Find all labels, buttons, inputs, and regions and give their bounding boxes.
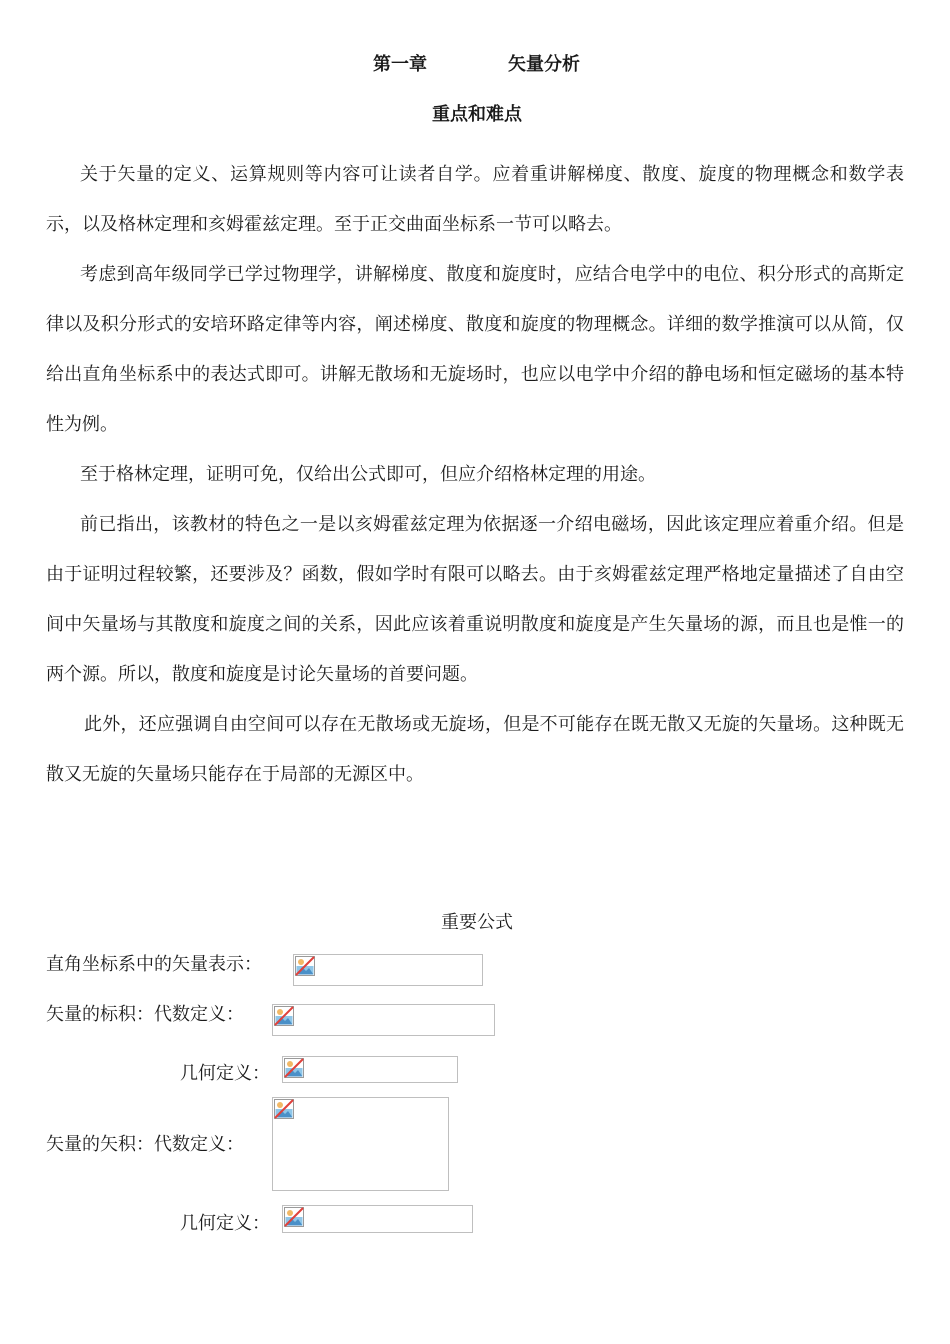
chapter-title bbox=[0, 50, 950, 76]
formula-label-scalar-product-algebraic: 矢量的标积：代数定义： bbox=[46, 1004, 244, 1025]
broken-image-icon bbox=[295, 956, 315, 976]
body-text bbox=[46, 150, 904, 800]
formula-image-scalar-product-geometric bbox=[282, 1056, 458, 1083]
broken-image-icon bbox=[284, 1058, 304, 1078]
formula-image-vector-product-algebraic bbox=[272, 1097, 449, 1191]
paragraph: 至于格林定理，证明可免，仅给出公式即可，但应介绍格林定理的用途。 bbox=[80, 464, 656, 485]
broken-image-icon bbox=[274, 1006, 294, 1026]
formula-image-scalar-product-algebraic bbox=[272, 1004, 495, 1036]
formula-heading: 重要公式 bbox=[441, 912, 513, 933]
paragraph: 此外，还应强调自由空间可以存在无散场或无旋场，但是不可能存在既无散又无旋的矢量场。这种既无散又无旋的矢量场只能存在于局部的无源区中。 bbox=[46, 714, 904, 785]
chapter-number: 第一章 bbox=[373, 54, 427, 75]
formula-image-vector-representation bbox=[293, 954, 483, 986]
formula-label-vector-representation: 直角坐标系中的矢量表示： bbox=[46, 954, 262, 975]
chapter-name: 矢量分析 bbox=[508, 54, 580, 75]
section-title: 重点和难点 bbox=[432, 104, 522, 125]
paragraph: 关于矢量的定义、运算规则等内容可让读者自学。应着重讲解梯度、散度、旋度的物理概念和数学表示，以及格林定理和亥姆霍兹定理。至于正交曲面坐标系一节可以略去。 bbox=[46, 164, 904, 235]
formula-image-vector-product-geometric bbox=[282, 1205, 473, 1233]
broken-image-icon bbox=[274, 1099, 294, 1119]
formula-label-vector-product-geometric: 几何定义： bbox=[180, 1213, 270, 1234]
paragraph: 前已指出，该教材的特色之一是以亥姆霍兹定理为依据逐一介绍电磁场，因此该定理应着重介绍。但是由于证明过程较繁，还要涉及？函数，假如学时有限可以略去。由于亥姆霍兹定理严格地定量描述了自由空间中矢量场与其散度和旋度之间的关系，因此应该着重说明散度和旋度是产生矢量场的源，而且也是惟一的两个源。所以，散度和旋度是讨论矢量场的首要问题。 bbox=[46, 514, 904, 685]
broken-image-icon bbox=[284, 1207, 304, 1227]
formula-label-scalar-product-geometric: 几何定义： bbox=[180, 1063, 270, 1084]
formula-label-vector-product-algebraic: 矢量的矢积：代数定义： bbox=[46, 1134, 244, 1155]
paragraph: 考虑到高年级同学已学过物理学，讲解梯度、散度和旋度时，应结合电学中的电位、积分形式的高斯定律以及积分形式的安培环路定律等内容，阐述梯度、散度和旋度的物理概念。详细的数学推演可以从简，仅给出直角坐标系中的表达式即可。讲解无散场和无旋场时，也应以电学中介绍的静电场和恒定磁场的基本特性为例。 bbox=[46, 264, 904, 435]
